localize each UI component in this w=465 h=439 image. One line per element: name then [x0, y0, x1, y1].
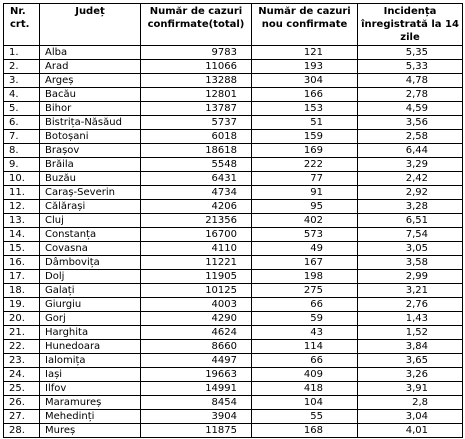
total-cases-cell: 11221 — [141, 256, 252, 270]
county-name-cell: Iași — [40, 368, 141, 382]
row-number-cell: 12. — [4, 200, 40, 214]
county-name-cell: Botoșani — [40, 130, 141, 144]
table-row — [4, 46, 463, 60]
row-number-cell: 9. — [4, 158, 40, 172]
incidence-cell: 2,58 — [358, 130, 463, 144]
header-judet: Județ — [40, 4, 141, 46]
table-row — [4, 116, 463, 130]
new-cases-cell: 59 — [252, 312, 358, 326]
total-cases-cell: 3904 — [141, 410, 252, 424]
table-row — [4, 256, 463, 270]
total-cases-cell: 13787 — [141, 102, 252, 116]
total-cases-cell: 11066 — [141, 60, 252, 74]
county-name-cell: Argeș — [40, 74, 141, 88]
incidence-cell: 7,54 — [358, 228, 463, 242]
table-row — [4, 354, 463, 368]
row-number-cell: 16. — [4, 256, 40, 270]
total-cases-cell: 16700 — [141, 228, 252, 242]
county-name-cell: Bihor — [40, 102, 141, 116]
total-cases-cell: 12801 — [141, 88, 252, 102]
table-row — [4, 340, 463, 354]
row-number-cell: 27. — [4, 410, 40, 424]
covid-cases-table — [3, 3, 463, 438]
total-cases-cell: 6431 — [141, 172, 252, 186]
row-number-cell: 5. — [4, 102, 40, 116]
incidence-cell: 3,58 — [358, 256, 463, 270]
new-cases-cell: 418 — [252, 382, 358, 396]
county-name-cell: Brăila — [40, 158, 141, 172]
row-number-cell: 10. — [4, 172, 40, 186]
incidence-cell: 2,8 — [358, 396, 463, 410]
incidence-cell: 2,99 — [358, 270, 463, 284]
county-name-cell: Călărași — [40, 200, 141, 214]
row-number-cell: 8. — [4, 144, 40, 158]
county-name-cell: Brașov — [40, 144, 141, 158]
header-row — [4, 4, 463, 46]
new-cases-cell: 55 — [252, 410, 358, 424]
new-cases-cell: 167 — [252, 256, 358, 270]
table-row — [4, 172, 463, 186]
header-nr-crt: Nr. crt. — [4, 4, 40, 46]
new-cases-cell: 77 — [252, 172, 358, 186]
total-cases-cell: 4624 — [141, 326, 252, 340]
new-cases-cell: 166 — [252, 88, 358, 102]
row-number-cell: 22. — [4, 340, 40, 354]
total-cases-cell: 6018 — [141, 130, 252, 144]
table-row — [4, 228, 463, 242]
incidence-cell: 4,78 — [358, 74, 463, 88]
header-total-cases: Număr de cazuri confirmate(total) — [141, 4, 252, 46]
incidence-cell: 3,84 — [358, 340, 463, 354]
county-name-cell: Mureș — [40, 424, 141, 438]
incidence-cell: 2,92 — [358, 186, 463, 200]
row-number-cell: 21. — [4, 326, 40, 340]
total-cases-cell: 13288 — [141, 74, 252, 88]
county-name-cell: Ilfov — [40, 382, 141, 396]
row-number-cell: 23. — [4, 354, 40, 368]
table-row — [4, 382, 463, 396]
header-incidence: Incidența înregistrată la 14 zile — [358, 4, 463, 46]
incidence-cell: 2,78 — [358, 88, 463, 102]
row-number-cell: 18. — [4, 284, 40, 298]
total-cases-cell: 5737 — [141, 116, 252, 130]
county-name-cell: Galați — [40, 284, 141, 298]
total-cases-cell: 14991 — [141, 382, 252, 396]
header-new-cases: Număr de cazuri nou confirmate — [252, 4, 358, 46]
total-cases-cell: 4110 — [141, 242, 252, 256]
incidence-cell: 5,33 — [358, 60, 463, 74]
row-number-cell: 25. — [4, 382, 40, 396]
incidence-cell: 5,35 — [358, 46, 463, 60]
table-row — [4, 242, 463, 256]
incidence-cell: 1,43 — [358, 312, 463, 326]
incidence-cell: 3,05 — [358, 242, 463, 256]
total-cases-cell: 5548 — [141, 158, 252, 172]
table-row — [4, 424, 463, 438]
county-name-cell: Giurgiu — [40, 298, 141, 312]
new-cases-cell: 573 — [252, 228, 358, 242]
row-number-cell: 6. — [4, 116, 40, 130]
row-number-cell: 14. — [4, 228, 40, 242]
row-number-cell: 15. — [4, 242, 40, 256]
new-cases-cell: 114 — [252, 340, 358, 354]
new-cases-cell: 275 — [252, 284, 358, 298]
new-cases-cell: 95 — [252, 200, 358, 214]
incidence-cell: 3,26 — [358, 368, 463, 382]
row-number-cell: 24. — [4, 368, 40, 382]
total-cases-cell: 4734 — [141, 186, 252, 200]
incidence-cell: 3,21 — [358, 284, 463, 298]
incidence-cell: 3,29 — [358, 158, 463, 172]
table-row — [4, 130, 463, 144]
new-cases-cell: 66 — [252, 354, 358, 368]
county-name-cell: Cluj — [40, 214, 141, 228]
incidence-cell: 6,51 — [358, 214, 463, 228]
incidence-cell: 1,52 — [358, 326, 463, 340]
new-cases-cell: 198 — [252, 270, 358, 284]
county-name-cell: Ialomița — [40, 354, 141, 368]
table-row — [4, 186, 463, 200]
table-row — [4, 326, 463, 340]
incidence-cell: 3,91 — [358, 382, 463, 396]
incidence-cell: 4,59 — [358, 102, 463, 116]
new-cases-cell: 51 — [252, 116, 358, 130]
incidence-cell: 3,56 — [358, 116, 463, 130]
new-cases-cell: 91 — [252, 186, 358, 200]
table-row — [4, 102, 463, 116]
row-number-cell: 1. — [4, 46, 40, 60]
row-number-cell: 3. — [4, 74, 40, 88]
total-cases-cell: 4497 — [141, 354, 252, 368]
new-cases-cell: 193 — [252, 60, 358, 74]
incidence-cell: 4,01 — [358, 424, 463, 438]
new-cases-cell: 66 — [252, 298, 358, 312]
county-name-cell: Alba — [40, 46, 141, 60]
table-row — [4, 144, 463, 158]
incidence-cell: 3,65 — [358, 354, 463, 368]
county-name-cell: Bacău — [40, 88, 141, 102]
total-cases-cell: 4290 — [141, 312, 252, 326]
new-cases-cell: 222 — [252, 158, 358, 172]
table-row — [4, 270, 463, 284]
new-cases-cell: 409 — [252, 368, 358, 382]
new-cases-cell: 159 — [252, 130, 358, 144]
table-row — [4, 368, 463, 382]
table-row — [4, 410, 463, 424]
row-number-cell: 13. — [4, 214, 40, 228]
county-name-cell: Maramureș — [40, 396, 141, 410]
total-cases-cell: 8660 — [141, 340, 252, 354]
table-row — [4, 158, 463, 172]
row-number-cell: 2. — [4, 60, 40, 74]
new-cases-cell: 104 — [252, 396, 358, 410]
table-row — [4, 396, 463, 410]
total-cases-cell: 10125 — [141, 284, 252, 298]
table-row — [4, 200, 463, 214]
total-cases-cell: 4206 — [141, 200, 252, 214]
total-cases-cell: 19663 — [141, 368, 252, 382]
new-cases-cell: 49 — [252, 242, 358, 256]
county-name-cell: Gorj — [40, 312, 141, 326]
incidence-cell: 3,04 — [358, 410, 463, 424]
row-number-cell: 28. — [4, 424, 40, 438]
table-row — [4, 74, 463, 88]
table-row — [4, 60, 463, 74]
county-name-cell: Bistrița-Năsăud — [40, 116, 141, 130]
new-cases-cell: 402 — [252, 214, 358, 228]
new-cases-cell: 169 — [252, 144, 358, 158]
total-cases-cell: 21356 — [141, 214, 252, 228]
county-name-cell: Dolj — [40, 270, 141, 284]
county-name-cell: Caraș-Severin — [40, 186, 141, 200]
row-number-cell: 17. — [4, 270, 40, 284]
table-row — [4, 298, 463, 312]
new-cases-cell: 121 — [252, 46, 358, 60]
table-row — [4, 214, 463, 228]
new-cases-cell: 43 — [252, 326, 358, 340]
county-name-cell: Mehedinți — [40, 410, 141, 424]
table-row — [4, 88, 463, 102]
county-name-cell: Harghita — [40, 326, 141, 340]
row-number-cell: 26. — [4, 396, 40, 410]
county-name-cell: Constanța — [40, 228, 141, 242]
county-name-cell: Covasna — [40, 242, 141, 256]
new-cases-cell: 304 — [252, 74, 358, 88]
county-name-cell: Dâmbovița — [40, 256, 141, 270]
incidence-cell: 2,42 — [358, 172, 463, 186]
new-cases-cell: 153 — [252, 102, 358, 116]
total-cases-cell: 4003 — [141, 298, 252, 312]
row-number-cell: 20. — [4, 312, 40, 326]
incidence-cell: 2,76 — [358, 298, 463, 312]
new-cases-cell: 168 — [252, 424, 358, 438]
incidence-cell: 6,44 — [358, 144, 463, 158]
total-cases-cell: 8454 — [141, 396, 252, 410]
row-number-cell: 4. — [4, 88, 40, 102]
row-number-cell: 7. — [4, 130, 40, 144]
county-name-cell: Buzău — [40, 172, 141, 186]
row-number-cell: 11. — [4, 186, 40, 200]
total-cases-cell: 11905 — [141, 270, 252, 284]
county-name-cell: Arad — [40, 60, 141, 74]
total-cases-cell: 11875 — [141, 424, 252, 438]
county-name-cell: Hunedoara — [40, 340, 141, 354]
total-cases-cell: 9783 — [141, 46, 252, 60]
incidence-cell: 3,28 — [358, 200, 463, 214]
table-row — [4, 284, 463, 298]
row-number-cell: 19. — [4, 298, 40, 312]
total-cases-cell: 18618 — [141, 144, 252, 158]
table-row — [4, 312, 463, 326]
